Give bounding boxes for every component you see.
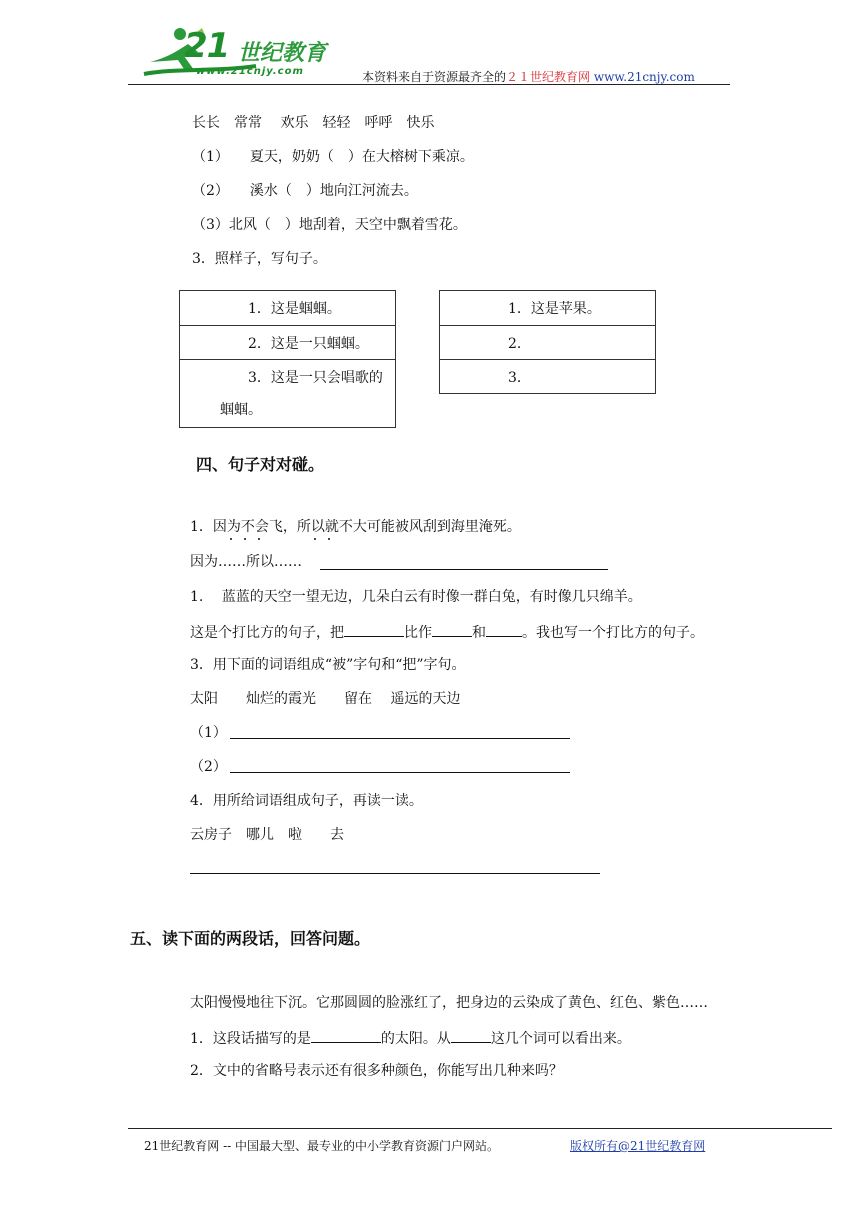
section-5-heading: 五、读下面的两段话，回答问题。: [130, 929, 371, 948]
sentence-4-instruction: 4．用所给词语组成句子，再读一读。: [190, 793, 423, 809]
answer-line[interactable]: [230, 738, 570, 739]
section-4-heading: 四、句子对对碰。: [196, 455, 325, 474]
example-row-2: 2．这是一只蝈蝈。: [180, 326, 396, 360]
example-row-1: 1．这是蝈蝈。: [180, 291, 396, 326]
header-site-name: ２１世纪教育网: [506, 70, 591, 84]
example-row-3: 3．这是一只会唱歌的 蝈蝈。: [180, 360, 396, 428]
question-2: 2．文中的省略号表示还有很多种颜色，你能写出几种来吗？: [190, 1063, 563, 1079]
sentence-1: 1．因为不会飞，所以就不大可能被风刮到海里淹死。: [190, 519, 521, 535]
blank-field[interactable]: [311, 1028, 381, 1043]
reading-passage: 太阳慢慢地往下沉。它那圆圆的脸涨红了，把身边的云染成了黄色、红色、紫色……: [190, 995, 708, 1011]
emphasis-dot: [328, 538, 330, 540]
header-site-link[interactable]: www.21cnjy.com: [593, 70, 695, 84]
header-source-text: 本资料来自于资源最齐全的２１世纪教育网 www.21cnjy.com: [362, 70, 695, 84]
word-list-3: 太阳 灿烂的霞光 留在 遥远的天边: [190, 691, 461, 707]
footer-copyright-link[interactable]: 版权所有@21世纪教育网: [570, 1139, 706, 1153]
word-bank: 长长 常常 欢乐 轻轻 呼呼 快乐: [192, 115, 435, 131]
header-divider: [128, 84, 730, 85]
answer-line[interactable]: [320, 569, 608, 570]
pattern-prompt: 因为……所以……: [190, 554, 302, 570]
word-list-4: 云房子 哪儿 啦 去: [190, 827, 344, 843]
emphasis-dot: [258, 538, 260, 540]
answer-table: [439, 290, 656, 394]
footer-text: 21世纪教育网 -- 中国最大型、最专业的中小学教育资源门户网站。: [144, 1139, 500, 1153]
logo-number: 21: [184, 26, 230, 66]
fill-question-1: （1） 夏天，奶奶（ ）在大榕树下乘凉。: [192, 149, 474, 165]
sentence-3-instruction: 3．用下面的词语组成“被”字句和“把”字句。: [190, 657, 466, 673]
fill-question-3: （3）北风（ ）地刮着，天空中飘着雪花。: [192, 217, 467, 233]
blank-field[interactable]: [486, 622, 522, 637]
blank-field[interactable]: [451, 1028, 491, 1043]
answer-line[interactable]: [230, 772, 570, 773]
answer-row-2[interactable]: 2．: [440, 326, 656, 360]
example-table: [179, 290, 396, 428]
simile-fill-row: 这是个打比方的句子，把 比作 和 。我也写一个打比方的句子。: [190, 622, 704, 642]
answer-label-2: （2）: [190, 759, 227, 775]
answer-line[interactable]: [190, 873, 600, 874]
item-3-title: 3．照样子，写句子。: [192, 251, 327, 267]
footer-divider: [128, 1128, 832, 1129]
answer-label-1: （1）: [190, 725, 227, 741]
sentence-2: 1. 蓝蓝的天空一望无边，几朵白云有时像一群白兔，有时像几只绵羊。: [190, 589, 642, 605]
emphasis-dot: [314, 538, 316, 540]
answer-row-3[interactable]: 3．: [440, 360, 656, 394]
fill-question-2: （2） 溪水（ ）地向江河流去。: [192, 183, 418, 199]
logo-text: 世纪教育: [238, 41, 327, 66]
blank-field[interactable]: [432, 622, 472, 637]
emphasis-dot: [230, 538, 232, 540]
blank-field[interactable]: [344, 622, 404, 637]
logo-url: www.21cnjy.com: [196, 66, 304, 77]
question-1-row: 1．这段话描写的是 的太阳。从 这几个词可以看出来。: [190, 1028, 631, 1048]
answer-row-1: 1．这是苹果。: [440, 291, 656, 326]
emphasis-dot: [244, 538, 246, 540]
